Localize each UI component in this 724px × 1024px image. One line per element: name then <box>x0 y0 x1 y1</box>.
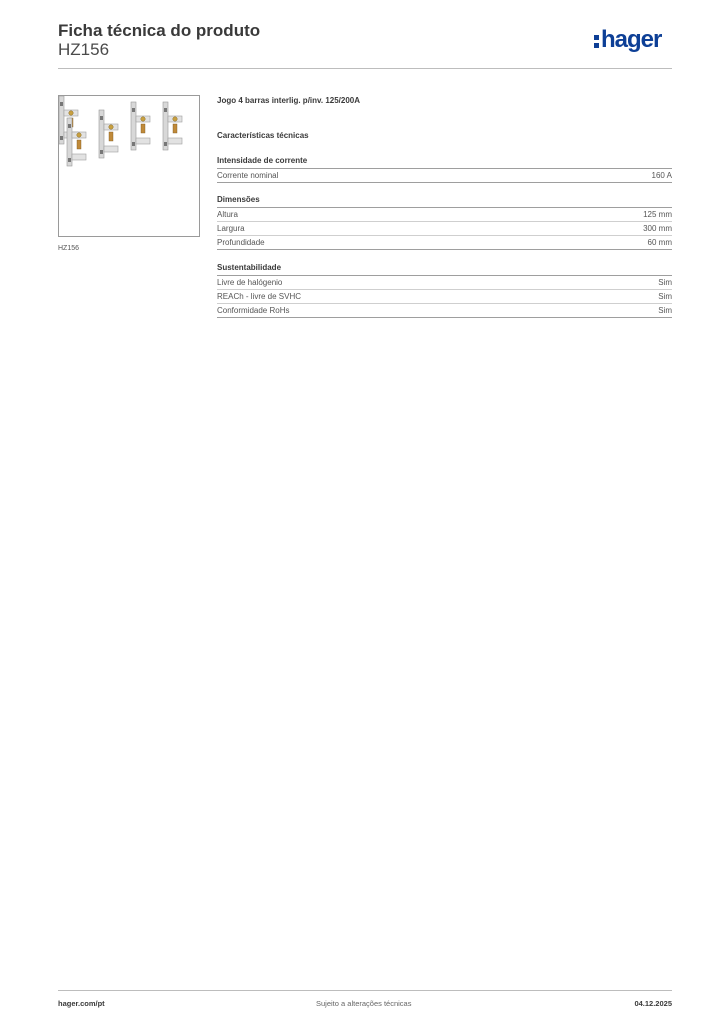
logo-dots-icon <box>594 35 599 51</box>
spec-row <box>217 169 672 183</box>
group-title: Intensidade de corrente <box>217 156 672 169</box>
header-divider <box>58 68 672 69</box>
spec-row <box>217 208 672 222</box>
hager-logo <box>594 26 674 60</box>
spec-label: Altura <box>217 210 238 219</box>
product-name: Jogo 4 barras interlig. p/inv. 125/200A <box>217 96 361 105</box>
spec-value: Sim <box>658 292 672 301</box>
spec-value: 60 mm <box>647 238 672 247</box>
spec-row <box>217 304 672 318</box>
footer-website-link[interactable]: hager.com/pt <box>58 999 105 1008</box>
spec-label: Livre de halógenio <box>217 278 283 287</box>
group-dimensions <box>217 195 672 250</box>
group-sustainability <box>217 263 672 318</box>
image-caption: HZ156 <box>58 245 80 252</box>
spec-label: Conformidade RoHs <box>217 306 290 315</box>
product-code: HZ156 <box>58 40 110 59</box>
spec-value: 160 A <box>651 171 672 180</box>
page-title: Ficha técnica do produto <box>58 21 261 40</box>
group-current <box>217 156 672 183</box>
spec-value: Sim <box>658 306 672 315</box>
footer-divider <box>58 990 672 991</box>
spec-value: 125 mm <box>643 210 672 219</box>
product-image <box>58 95 200 237</box>
spec-row <box>217 276 672 290</box>
busbar-product-icon <box>59 96 199 236</box>
spec-row <box>217 222 672 236</box>
footer-note: Sujeito a alterações técnicas <box>316 999 412 1008</box>
group-title: Sustentabilidade <box>217 263 672 276</box>
spec-row <box>217 236 672 250</box>
spec-row <box>217 290 672 304</box>
spec-label: REACh - livre de SVHC <box>217 292 302 301</box>
group-title: Dimensões <box>217 195 672 208</box>
footer-date: 04.12.2025 <box>634 999 672 1008</box>
spec-label: Corrente nominal <box>217 171 279 180</box>
spec-label: Largura <box>217 224 245 233</box>
logo-text: hager <box>601 26 662 53</box>
spec-value: 300 mm <box>643 224 672 233</box>
spec-value: Sim <box>658 278 672 287</box>
spec-label: Profundidade <box>217 238 265 247</box>
technical-characteristics-heading: Características técnicas <box>217 131 309 140</box>
